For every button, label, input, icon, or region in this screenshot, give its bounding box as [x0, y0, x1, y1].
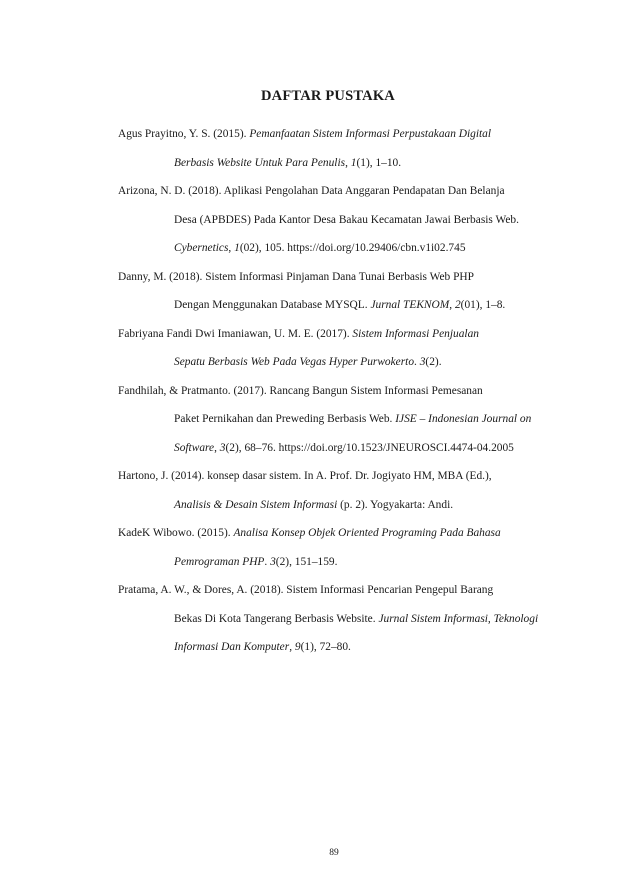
reference-entry	[118, 120, 548, 177]
reference-line	[146, 291, 548, 320]
reference-text: Paket Pernikahan dan Preweding Berbasis Web.	[174, 413, 396, 425]
reference-entry	[118, 177, 548, 263]
reference-text: (02), 105. https://doi.org/10.29406/cbn.v1i02.745	[239, 242, 466, 254]
reference-line	[146, 491, 548, 520]
reference-italic-text: Sistem Informasi Penjualan	[352, 327, 479, 340]
reference-entry	[118, 263, 548, 320]
reference-italic-text: Software	[174, 441, 215, 454]
reference-entry	[118, 377, 548, 463]
reference-text: Danny, M. (2018). Sistem Informasi Pinjaman Dana Tunai Berbasis Web PHP	[118, 270, 474, 283]
reference-italic-text: IJSE – Indonesian Journal on	[395, 413, 532, 425]
reference-line	[146, 548, 548, 577]
reference-text: (01), 1–8.	[460, 299, 506, 311]
reference-text: .	[264, 555, 271, 568]
reference-italic-text: 2	[454, 299, 461, 311]
reference-italic-text: 3	[419, 356, 426, 368]
reference-italic-text: Sepatu Berbasis Web Pada Vegas Hyper Purwokerto	[174, 356, 415, 368]
reference-italic-text: 9	[294, 641, 301, 653]
reference-line	[146, 633, 548, 662]
reference-text: (1), 72–80.	[300, 641, 351, 653]
reference-line	[118, 263, 548, 292]
reference-text: Desa (APBDES) Pada Kantor Desa Bakau Kecamatan Jawai Berbasis Web.	[174, 213, 519, 226]
page-title: DAFTAR PUSTAKA	[261, 88, 395, 104]
reference-text: Pratama, A. W., & Dores, A. (2018). Sistem Informasi Pencarian Pengepul Barang	[118, 584, 494, 596]
reference-text: Hartono, J. (2014). konsep dasar sistem. In A. Prof. Dr. Jogiyato HM, MBA (Ed.),	[118, 470, 492, 482]
reference-line	[146, 434, 548, 463]
reference-line	[118, 177, 548, 206]
reference-italic-text: Informasi Dan Komputer	[174, 641, 290, 653]
reference-line	[118, 462, 548, 491]
reference-italic-text: Jurnal TEKNOM	[370, 299, 450, 311]
reference-line	[118, 120, 548, 149]
reference-italic-text: 1	[350, 156, 357, 169]
reference-italic-text: Jurnal Sistem Informasi, Teknologi	[378, 612, 539, 625]
reference-entry	[118, 519, 548, 576]
reference-line	[118, 320, 548, 349]
reference-text: Fabriyana Fandi Dwi Imaniawan, U. M. E. (2017).	[118, 327, 353, 340]
reference-italic-text: Pemrograman PHP	[174, 555, 265, 568]
reference-text: Bekas Di Kota Tangerang Berbasis Website.	[174, 612, 379, 625]
reference-italic-text: 3	[219, 441, 226, 454]
reference-text: (2), 68–76. https://doi.org/10.1523/JNEUROSCI.4474-04.2005	[225, 441, 514, 454]
reference-text: Arizona, N. D. (2018). Aplikasi Pengolahan Data Anggaran Pendapatan Dan Belanja	[118, 185, 505, 197]
reference-italic-text: Analisa Konsep Objek Oriented Programing Pada Bahasa	[233, 527, 501, 539]
reference-italic-text: Berbasis Website Untuk Para Penulis	[174, 156, 346, 169]
reference-text: KadeK Wibowo. (2015).	[118, 527, 234, 539]
page-number: 89	[329, 848, 339, 858]
reference-line	[118, 377, 548, 406]
reference-text: Dengan Menggunakan Database MYSQL.	[174, 299, 371, 311]
reference-line	[118, 519, 548, 548]
reference-text: ,	[345, 156, 351, 169]
reference-italic-text: 1	[234, 242, 240, 254]
reference-line	[146, 149, 548, 178]
reference-text: Fandhilah, & Pratmanto. (2017). Rancang Bangun Sistem Informasi Pemesanan	[118, 384, 483, 397]
reference-text: .	[414, 356, 420, 368]
reference-line	[146, 605, 548, 634]
reference-line	[118, 576, 548, 605]
reference-text: ,	[214, 441, 220, 454]
reference-text: (1), 1–10.	[356, 156, 402, 169]
reference-text: (2).	[425, 356, 442, 368]
reference-line	[146, 348, 548, 377]
reference-text: Agus Prayitno, Y. S. (2015).	[118, 128, 250, 140]
reference-entry	[118, 320, 548, 377]
reference-line	[146, 234, 548, 263]
reference-entry	[118, 576, 548, 662]
reference-line	[146, 405, 548, 434]
reference-list	[118, 120, 548, 662]
reference-text: (p. 2). Yogyakarta: Andi.	[337, 498, 454, 511]
reference-text: ,	[449, 299, 455, 311]
reference-text: ,	[228, 242, 235, 254]
reference-text: ,	[289, 641, 295, 653]
reference-italic-text: 3	[270, 555, 276, 568]
reference-line	[146, 206, 548, 235]
reference-italic-text: Analisis & Desain Sistem Informasi	[174, 498, 338, 511]
reference-italic-text: Pemanfaatan Sistem Informasi Perpustakaan Digital	[249, 128, 492, 140]
reference-text: (2), 151–159.	[275, 555, 338, 568]
reference-italic-text: Cybernetics	[174, 242, 229, 254]
reference-entry	[118, 462, 548, 519]
